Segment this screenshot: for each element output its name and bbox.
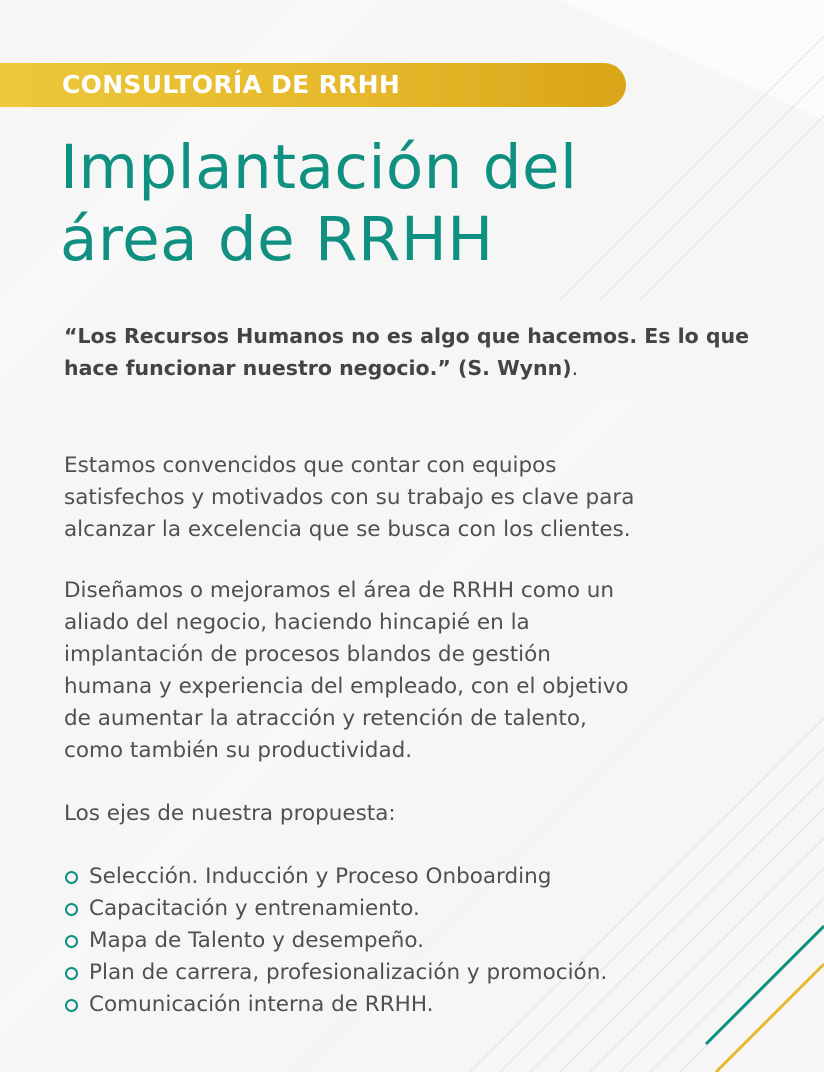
category-banner bbox=[0, 63, 626, 107]
axes-list bbox=[64, 861, 607, 1021]
circle-bullet-icon bbox=[65, 903, 78, 916]
description-line: Diseñamos o mejoramos el área de RRHH como un bbox=[64, 578, 615, 603]
quote bbox=[64, 320, 764, 384]
circle-bullet-icon bbox=[65, 871, 78, 884]
page-title bbox=[60, 132, 577, 276]
circle-bullet-icon bbox=[65, 967, 78, 980]
list-item bbox=[64, 989, 607, 1021]
list-item-text: Capacitación y entrenamiento. bbox=[89, 896, 420, 921]
page-title-line-2: área de RRHH bbox=[60, 204, 494, 275]
page-title-line-1: Implantación del bbox=[60, 132, 578, 203]
list-item-text: Plan de carrera, profesionalización y promoción. bbox=[89, 960, 608, 985]
list-item bbox=[64, 957, 607, 989]
description-line: implantación de procesos blandos de gestión bbox=[64, 642, 551, 667]
intro-line: satisfechos y motivados con su trabajo es clave para bbox=[64, 485, 635, 510]
list-item bbox=[64, 893, 607, 925]
list-item bbox=[64, 861, 607, 893]
axes-intro bbox=[64, 798, 784, 830]
list-item-text: Mapa de Talento y desempeño. bbox=[89, 928, 425, 953]
quote-tail: . bbox=[571, 356, 579, 380]
description-line: de aumentar la atracción y retención de talento, bbox=[64, 706, 587, 731]
category-label: CONSULTORÍA DE RRHH bbox=[62, 70, 401, 99]
axes-intro-text: Los ejes de nuestra propuesta: bbox=[64, 801, 396, 826]
intro-line: Estamos convencidos que contar con equipos bbox=[64, 453, 557, 478]
intro-paragraph bbox=[64, 450, 784, 546]
description-line: aliado del negocio, haciendo hincapié en la bbox=[64, 610, 530, 635]
circle-bullet-icon bbox=[65, 935, 78, 948]
list-item-text: Selección. Inducción y Proceso Onboarding bbox=[89, 864, 552, 889]
intro-line: alcanzar la excelencia que se busca con los clientes. bbox=[64, 517, 631, 542]
list-item-text: Comunicación interna de RRHH. bbox=[89, 992, 434, 1017]
circle-bullet-icon bbox=[65, 999, 78, 1012]
list-item bbox=[64, 925, 607, 957]
quote-text: “Los Recursos Humanos no es algo que hacemos. Es lo que hace funcionar nuestro negocio.” (S. Wynn) bbox=[64, 324, 750, 380]
description-paragraph bbox=[64, 575, 784, 767]
description-line: como también su productividad. bbox=[64, 738, 413, 763]
description-line: humana y experiencia del empleado, con el objetivo bbox=[64, 674, 629, 699]
